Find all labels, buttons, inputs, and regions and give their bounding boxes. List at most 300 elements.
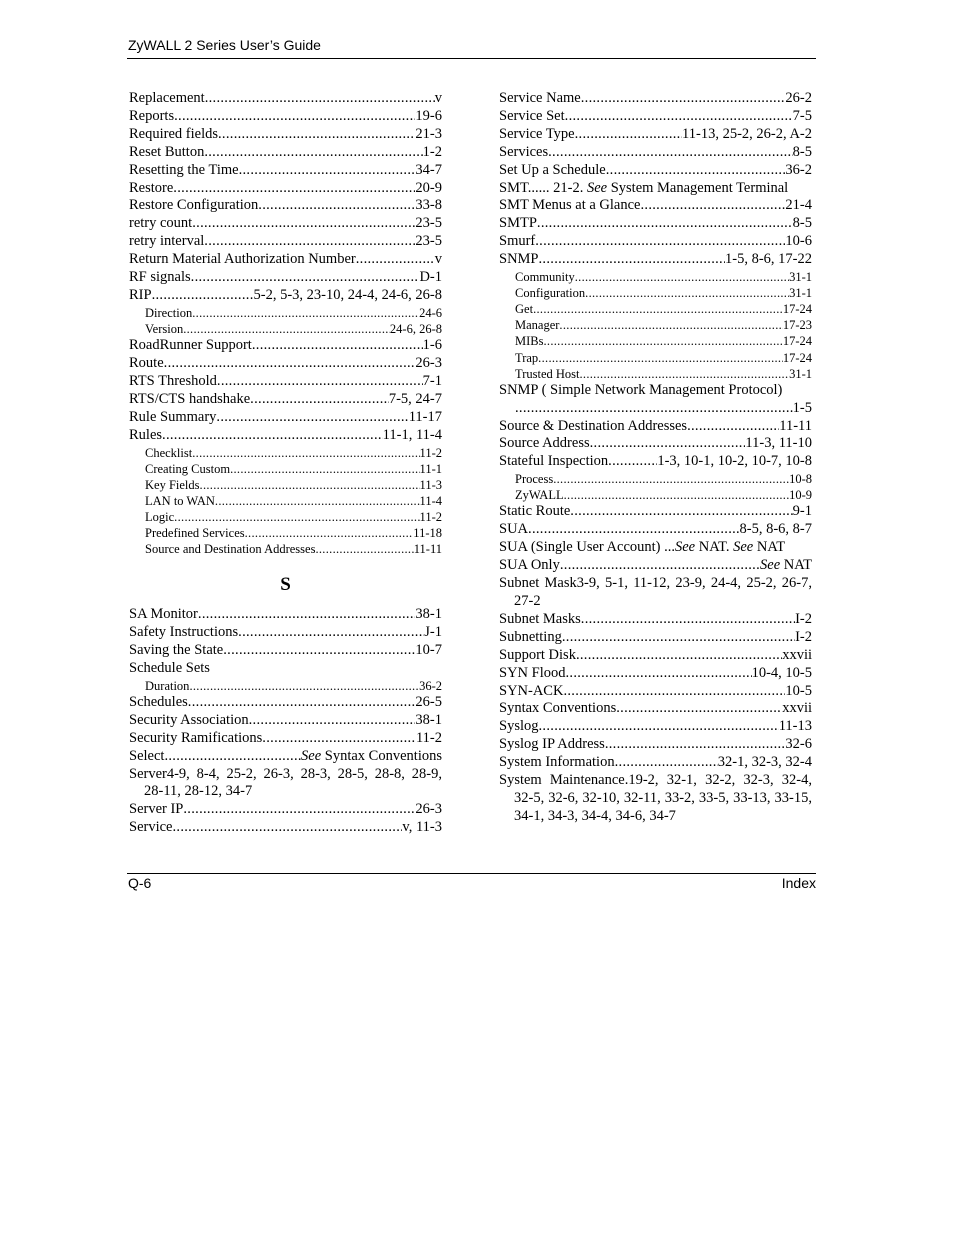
dot-leader — [172, 819, 402, 837]
dot-leader — [562, 629, 795, 647]
entry-pages: 1-5, 8-6, 17-22 — [725, 251, 812, 268]
dot-leader — [188, 694, 416, 712]
dot-leader — [262, 730, 416, 748]
entry-pages: I-2 — [795, 610, 812, 627]
rip-subentries — [129, 305, 442, 337]
dot-leader — [183, 321, 390, 337]
entry-pages: 10-4, 10-5 — [751, 664, 812, 681]
entry-term: RIP — [129, 286, 152, 303]
entry-term: Version — [145, 321, 184, 336]
index-entry — [499, 647, 812, 665]
entry-term: Configuration — [515, 286, 586, 301]
dot-leader — [239, 162, 416, 180]
index-entry — [129, 287, 442, 305]
dot-leader — [198, 606, 416, 624]
r-entries-2 — [129, 337, 442, 444]
entry-pages: 10-7 — [415, 641, 442, 658]
entry-term: Service Set — [499, 107, 565, 124]
entry-term: Service — [129, 819, 173, 836]
entry-term: RoadRunner Support — [129, 337, 252, 354]
dot-leader — [217, 373, 423, 391]
entry-term: Trap — [515, 350, 539, 365]
index-entry — [499, 453, 812, 471]
index-entry — [499, 215, 812, 233]
index-subentry — [129, 509, 442, 525]
entry-pages: 11-2 — [419, 445, 442, 460]
dot-leader — [548, 144, 793, 162]
entry-term: ZyWALL — [515, 488, 564, 503]
dot-leader — [539, 251, 726, 269]
guide-title: ZyWALL 2 Series User’s Guide — [128, 37, 321, 53]
entry-term: Community — [515, 270, 575, 285]
entry-pages: 11-11 — [413, 542, 442, 557]
entry-pages: 1-3, 10-1, 10-2, 10-7, 10-8 — [657, 453, 812, 470]
entry-pages: v — [434, 90, 442, 106]
entry-term: Security Ramifications — [129, 729, 263, 746]
entry-pages: 36-2 — [419, 678, 442, 693]
dot-leader — [315, 541, 413, 557]
entry-pages: 32-1, 32-3, 32-4 — [717, 754, 812, 771]
entry-term: Required fields — [129, 125, 218, 142]
dot-leader — [608, 453, 657, 471]
entry-pages: 11-2 — [415, 729, 442, 746]
index-entry — [499, 754, 812, 772]
entry-pages: 1-6 — [422, 337, 442, 354]
index-entry — [499, 418, 812, 436]
index-entry — [499, 233, 812, 251]
entry-pages: 21-4 — [785, 197, 812, 214]
entry-pages: 11-18 — [413, 525, 442, 540]
entry-term: RF signals — [129, 269, 191, 286]
entry-pages: 23-5 — [415, 215, 442, 232]
dot-leader — [218, 126, 415, 144]
index-entry — [499, 611, 812, 629]
entry-term: Schedules — [129, 693, 188, 710]
dot-leader — [252, 337, 423, 355]
entry-pages: 26-3 — [415, 801, 442, 818]
entry-term: Rule Summary — [129, 408, 217, 425]
index-subentry — [129, 541, 442, 557]
dot-leader — [590, 435, 746, 453]
entry-pages: xxvii — [782, 646, 812, 663]
entry-term: SYN Flood — [499, 664, 566, 681]
entry-pages: 11-11 — [779, 417, 812, 434]
entry-pages: v, 11-3 — [402, 819, 442, 836]
dot-leader — [687, 418, 779, 436]
entry-term: Source & Destination Addresses — [499, 417, 688, 434]
entry-term: SMT Menus at a Glance — [499, 197, 641, 214]
index-entry — [129, 624, 442, 642]
index-entry — [129, 409, 442, 427]
entry-pages: 32-6 — [785, 736, 812, 753]
entry-term: MIBs — [515, 334, 544, 349]
entry-term: Smurf — [499, 233, 536, 250]
index-subentry — [129, 477, 442, 493]
schedule-subentries — [129, 678, 442, 694]
dot-leader — [204, 233, 415, 251]
index-subentry — [499, 471, 812, 487]
index-entry — [129, 712, 442, 730]
index-entry-sua-single: SUA (Single User Account) ... See NAT. See NAT — [499, 539, 786, 556]
page-header — [128, 37, 816, 53]
index-entry-sua-only: SUA Only ..... See NAT — [499, 557, 812, 575]
entry-pages: 17-24 — [782, 334, 812, 349]
entry-pages: 11-3 — [419, 477, 442, 492]
dot-leader — [356, 251, 435, 269]
index-entry — [129, 197, 442, 215]
dot-leader — [575, 126, 682, 144]
index-subentry — [499, 301, 812, 317]
entry-pages: 17-23 — [782, 318, 812, 333]
index-entry — [129, 215, 442, 233]
entry-pages: 26-2 — [785, 90, 812, 106]
entry-pages: 11-13, 25-2, 26-2, A-2 — [682, 125, 812, 142]
index-entry — [129, 144, 442, 162]
dot-leader — [533, 301, 783, 317]
dot-leader — [563, 683, 785, 701]
entry-term: Route — [129, 354, 164, 371]
index-entry — [499, 629, 812, 647]
entry-term: Syslog IP Address — [499, 736, 605, 753]
dot-leader — [539, 718, 779, 736]
entry-pages: 11-13 — [778, 718, 812, 735]
entry-term: Saving the State — [129, 641, 224, 658]
dot-leader — [565, 665, 751, 683]
entry-pages: I-2 — [795, 628, 812, 645]
entry-term: Predefined Services — [145, 525, 245, 540]
entry-pages: 9-1 — [792, 503, 812, 520]
section-name: Index — [781, 875, 816, 891]
dot-leader — [238, 624, 424, 642]
entry-pages: 34-7 — [415, 161, 442, 178]
dot-leader — [249, 712, 416, 730]
entry-term: Logic — [145, 509, 175, 524]
entry-term: SUA — [499, 521, 529, 538]
index-entry — [129, 355, 442, 373]
entry-pages: 10-5 — [785, 682, 812, 699]
dot-leader — [615, 754, 718, 772]
entry-pages: xxvii — [782, 700, 812, 717]
index-entry — [129, 90, 442, 108]
entry-term: Services — [499, 143, 549, 160]
index-entry — [129, 730, 442, 748]
index-entry — [129, 251, 442, 269]
dot-leader — [191, 269, 420, 287]
entry-term: Server IP — [129, 801, 184, 818]
dot-leader — [162, 427, 383, 445]
entry-pages: 24-6, 26-8 — [389, 321, 442, 336]
entry-pages: 11-3, 11-10 — [745, 435, 812, 452]
index-entry — [129, 108, 442, 126]
service-entries — [499, 90, 812, 180]
index-entry — [499, 521, 812, 539]
entry-term: Restore — [129, 179, 174, 196]
entry-term: SA Monitor — [129, 606, 198, 623]
dot-leader — [559, 317, 782, 333]
entry-pages: 19-6 — [415, 107, 442, 124]
entry-pages: 7-5, 24-7 — [388, 390, 442, 407]
dot-leader — [245, 525, 414, 541]
page-footer — [128, 875, 816, 891]
dot-leader — [204, 144, 422, 162]
dot-leader — [174, 108, 415, 126]
entry-term: Rules — [129, 426, 163, 443]
index-entry — [499, 503, 812, 521]
entry-pages: 23-5 — [415, 233, 442, 250]
entry-pages: 20-9 — [415, 179, 442, 196]
footer-rule — [127, 873, 816, 874]
entry-term: Reset Button — [129, 143, 205, 160]
entry-term: System Information — [499, 754, 615, 771]
index-subentry — [129, 525, 442, 541]
dot-leader — [565, 108, 793, 126]
index-entry — [499, 197, 812, 215]
entry-term: Checklist — [145, 445, 193, 460]
entry-term: Subnet Masks — [499, 610, 581, 627]
index-entry — [499, 435, 812, 453]
dot-leader — [575, 269, 789, 285]
index-entry-server: Server4-9, 8-4, 25-2, 26-3, 28-3, 28-5, 28-8, 28-9, 28-11, 28-12, 34-7 — [129, 765, 442, 800]
smt-entries — [499, 197, 812, 269]
index-entry-subnet-mask: Subnet Mask3-9, 5-1, 11-12, 23-9, 24-4, 25-2, 26-7, 27-2 — [499, 575, 812, 609]
index-entry — [129, 694, 442, 712]
entry-pages: 24-6 — [419, 305, 442, 320]
dot-leader — [164, 355, 416, 373]
index-entry — [499, 108, 812, 126]
dot-leader — [192, 215, 415, 233]
snmp-subentries — [499, 269, 812, 382]
index-subentry — [499, 317, 812, 333]
header-rule — [127, 58, 816, 59]
entry-term: Reports — [129, 107, 175, 124]
index-subentry — [499, 350, 812, 366]
entry-pages: 21-3 — [415, 125, 442, 142]
dot-leader — [173, 180, 415, 198]
index-entry — [499, 162, 812, 180]
entry-term: LAN to WAN — [145, 493, 215, 508]
entry-term: RTS Threshold — [129, 372, 217, 389]
dot-leader — [152, 287, 254, 305]
entry-term: Manager — [515, 318, 560, 333]
entry-term: Safety Instructions — [129, 624, 239, 641]
index-entry — [129, 801, 442, 819]
dot-leader — [606, 162, 786, 180]
entry-pages: 7-5 — [792, 107, 812, 124]
entry-term: Static Route — [499, 503, 571, 520]
index-subentry — [499, 487, 812, 503]
index-subentry — [129, 445, 442, 461]
entry-pages: 5-2, 5-3, 23-10, 24-4, 24-6, 26-8 — [253, 286, 442, 303]
index-column-right — [499, 90, 812, 826]
entry-term: Set Up a Schedule — [499, 161, 606, 178]
dot-leader — [200, 477, 420, 493]
index-subentry — [129, 321, 442, 337]
entry-pages: 8-5 — [792, 143, 812, 160]
index-entry — [129, 427, 442, 445]
index-entry — [129, 337, 442, 355]
entry-term: Service Name — [499, 90, 581, 106]
entry-pages: 8-5 — [792, 215, 812, 232]
entry-term: SNMP — [499, 251, 539, 268]
dot-leader — [564, 487, 789, 503]
entry-pages: 11-1 — [419, 461, 442, 476]
index-entry-system-maintenance: System Maintenance.19-2, 32-1, 32-2, 32-3, 32-4, 32-5, 32-6, 32-10, 32-11, 33-2, 33-5, 33-13, 33-15, 34-1, 34-3, 34-4, 34-6, 34-7 — [499, 772, 812, 824]
index-subentry — [129, 305, 442, 321]
entry-term: retry interval — [129, 233, 205, 250]
entry-term: Source Address — [499, 435, 590, 452]
index-entry — [499, 126, 812, 144]
static-entries — [499, 503, 812, 539]
index-subentry — [499, 366, 812, 382]
entry-pages: 8-5, 8-6, 8-7 — [739, 521, 812, 538]
dot-leader — [192, 445, 419, 461]
index-entry-select: Select ..... See Syntax Conventions — [129, 748, 442, 766]
index-entry — [499, 90, 812, 108]
entry-pages: 11-17 — [408, 408, 442, 425]
entry-term: Restore Configuration — [129, 197, 259, 214]
index-entry — [129, 180, 442, 198]
entry-pages: 10-8 — [789, 472, 812, 487]
entry-pages: 10-6 — [785, 233, 812, 250]
dot-leader — [223, 642, 415, 660]
entry-pages: 26-5 — [415, 693, 442, 710]
dot-leader — [538, 350, 783, 366]
entry-term: Creating Custom — [145, 461, 231, 476]
entry-term: Service Type — [499, 125, 575, 142]
entry-pages: 26-3 — [415, 354, 442, 371]
entry-pages: J-1 — [424, 624, 442, 641]
index-entry — [129, 373, 442, 391]
index-entry — [129, 606, 442, 624]
dot-leader — [581, 90, 786, 108]
dot-leader — [605, 736, 786, 754]
index-entry — [129, 126, 442, 144]
dot-leader — [216, 409, 408, 427]
dot-leader — [616, 700, 782, 718]
entry-pages: 38-1 — [415, 711, 442, 728]
dot-leader — [585, 285, 789, 301]
index-entry — [499, 251, 812, 269]
dot-leader — [640, 197, 785, 215]
entry-pages: 11-4 — [419, 493, 442, 508]
source-entries — [499, 418, 812, 472]
entry-term: Support Disk — [499, 646, 576, 663]
index-entry-snmp-full: SNMP ( Simple Network Management Protocol) — [499, 381, 783, 398]
dot-leader — [205, 90, 435, 108]
entry-pages: 17-24 — [782, 302, 812, 317]
entry-pages: 11-1, 11-4 — [382, 426, 442, 443]
index-entry — [129, 642, 442, 660]
index-entry — [499, 700, 812, 718]
entry-term: SYN-ACK — [499, 682, 564, 699]
index-column-left — [129, 90, 442, 837]
dot-leader — [215, 493, 420, 509]
index-entry — [129, 233, 442, 251]
entry-term: Syntax Conventions — [499, 700, 617, 717]
entry-pages: 31-1 — [789, 286, 812, 301]
dot-leader — [192, 305, 419, 321]
dot-leader — [543, 333, 782, 349]
entry-term: Key Fields — [145, 477, 200, 492]
s-entries-3 — [129, 801, 442, 837]
dot-leader — [576, 647, 782, 665]
dot-leader — [230, 461, 419, 477]
index-entry — [129, 162, 442, 180]
dot-leader — [183, 801, 415, 819]
index-entry — [499, 683, 812, 701]
index-entry — [129, 269, 442, 287]
dot-leader — [250, 391, 389, 409]
entry-pages: v — [434, 251, 442, 268]
entry-pages: 11-2 — [419, 509, 442, 524]
index-subentry — [499, 269, 812, 285]
entry-pages: 7-1 — [422, 372, 442, 389]
entry-pages: 10-9 — [789, 488, 812, 503]
index-subentry — [129, 461, 442, 477]
entry-term: Trusted Host — [515, 366, 580, 381]
index-subentry — [499, 285, 812, 301]
entry-term: Stateful Inspection — [499, 453, 609, 470]
entry-term: RTS/CTS handshake — [129, 390, 251, 407]
entry-term: Replacement — [129, 90, 205, 106]
index-entry-schedule-sets: Schedule Sets — [129, 659, 210, 676]
stateful-subentries — [499, 471, 812, 503]
entry-term: Subnetting — [499, 628, 562, 645]
entry-term: Source and Destination Addresses — [145, 542, 316, 557]
s-entries-2 — [129, 694, 442, 748]
snmp-full-page: ..... 1-5 — [499, 400, 812, 418]
subnet-entries — [499, 611, 812, 772]
entry-pages: 36-2 — [785, 161, 812, 178]
index-entry — [499, 665, 812, 683]
entry-pages: 31-1 — [789, 270, 812, 285]
index-entry — [499, 736, 812, 754]
entry-term: retry count — [129, 215, 193, 232]
entry-term: SMTP — [499, 215, 537, 232]
entry-pages: 17-24 — [782, 350, 812, 365]
r-entries — [129, 90, 442, 305]
entry-pages: 33-8 — [415, 197, 442, 214]
dot-leader — [537, 215, 793, 233]
dot-leader — [535, 233, 785, 251]
index-subentry — [129, 493, 442, 509]
s-entries — [129, 606, 442, 660]
entry-term: Syslog — [499, 718, 539, 735]
entry-term: Resetting the Time — [129, 161, 239, 178]
index-entry-smt: SMT...... 21-2. See System Management Terminal — [499, 179, 789, 196]
entry-term: Get — [515, 302, 534, 317]
dot-leader — [189, 678, 419, 694]
index-subentry — [129, 678, 442, 694]
index-entry — [499, 718, 812, 736]
rules-subentries — [129, 445, 442, 558]
page-number: Q-6 — [128, 875, 152, 891]
dot-leader — [258, 197, 415, 215]
entry-pages: 1-2 — [422, 143, 442, 160]
entry-term: Process — [515, 472, 554, 487]
entry-pages: 38-1 — [415, 606, 442, 623]
dot-leader — [528, 521, 739, 539]
entry-term: Security Association — [129, 711, 249, 728]
entry-term: Duration — [145, 678, 190, 693]
index-subentry — [499, 333, 812, 349]
entry-pages: D-1 — [419, 269, 442, 286]
dot-leader — [570, 503, 792, 521]
index-entry — [129, 819, 442, 837]
index-entry — [129, 391, 442, 409]
dot-leader — [579, 366, 789, 382]
section-letter-s: S — [280, 574, 291, 596]
